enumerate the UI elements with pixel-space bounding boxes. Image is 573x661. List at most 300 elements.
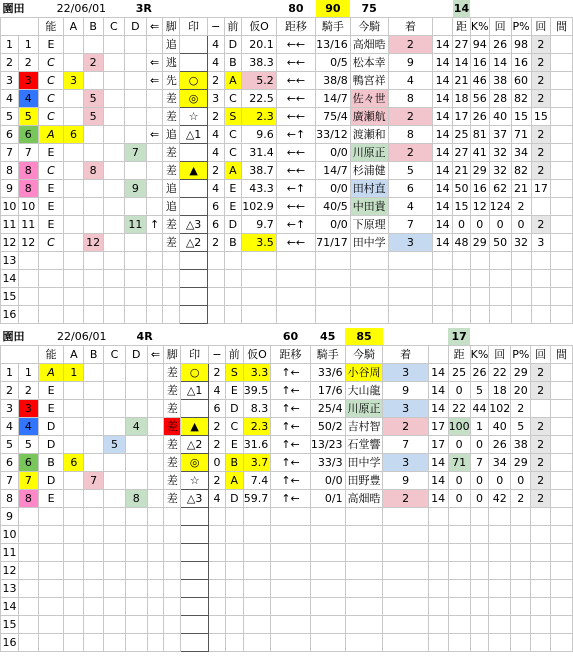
running-style: 差 [163,108,180,126]
empty-cell [531,270,551,288]
index-top-0: 80 [288,2,304,15]
finish: 6 [388,180,433,198]
prediction-mark: △2 [181,436,209,454]
empty-cell [345,616,383,634]
k-percent: 14 [453,54,471,72]
empty-cell [64,306,84,324]
empty-cell [489,306,511,324]
header-9: 前 [224,18,242,36]
empty-cell [207,252,224,270]
empty-cell [271,634,311,652]
tentative-odds: 8.3 [243,400,271,418]
empty-cell [38,252,63,270]
table-row[interactable] [1,234,573,252]
rank-b: 8 [83,162,103,180]
empty-cell [350,270,388,288]
empty-cell [428,562,448,580]
empty-row [1,616,573,634]
index-top-2: 85 [345,328,383,346]
rank-a [64,144,84,162]
empty-cell [243,616,271,634]
index-top-1: 45 [320,330,336,343]
jockey-record: 33/12 [316,126,351,144]
empty-cell [489,270,511,288]
empty-cell [448,562,470,580]
rank-c [104,454,126,472]
rank-c [103,72,125,90]
tentative-odds: 31.6 [243,436,271,454]
empty-cell [18,526,38,544]
empty-cell [243,580,271,598]
arrow-mark: ⇐ [146,126,163,144]
row-end [551,216,573,234]
table-row[interactable] [1,382,573,400]
empty-cell [64,562,84,580]
interval: 2 [531,472,551,490]
previous-rank: B [224,234,242,252]
empty-cell [345,634,383,652]
jockey-record: 0/5 [316,54,351,72]
horse-number: 2 [1,54,19,72]
race-number: 3R [135,2,152,15]
empty-cell [164,634,181,652]
empty-cell [125,526,147,544]
distance-move: ←↑ [276,180,315,198]
empty-row [1,270,573,288]
empty-cell [448,616,470,634]
horse-number: 1 [1,36,19,54]
empty-cell [428,544,448,562]
gate-number: 8 [18,162,38,180]
rank-b [84,490,104,508]
jockey-name: 吉村智 [345,418,383,436]
jockey-record: 0/0 [310,472,345,490]
k-percent: 0 [448,382,470,400]
empty-cell [104,598,126,616]
jockey-name: 川原正 [350,144,388,162]
distance: 14 [433,54,453,72]
empty-cell [489,580,511,598]
empty-cell [531,598,551,616]
empty-cell [511,544,531,562]
tentative-odds: 3.3 [243,364,271,382]
tentative-odds: 102.9 [242,198,277,216]
rank-c [104,418,126,436]
empty-cell [38,634,64,652]
empty-cell [470,544,489,562]
table-row[interactable] [1,216,573,234]
p-runs: 5 [511,418,531,436]
empty-cell [511,616,531,634]
running-style: 追 [163,180,180,198]
p-runs: 2 [511,490,531,508]
empty-cell [428,580,448,598]
empty-cell [511,306,531,324]
finish: 4 [388,72,433,90]
empty-cell [489,252,511,270]
k-runs: 7 [470,454,489,472]
jockey-record: 71/17 [316,234,351,252]
empty-cell [209,580,226,598]
prediction-mark: ☆ [181,472,209,490]
empty-cell [551,270,573,288]
empty-cell [511,562,531,580]
horse-number: 7 [1,472,19,490]
empty-cell [225,508,243,526]
finish: 7 [388,216,433,234]
ability-rank: E [38,490,64,508]
jockey-record: 13/16 [316,36,351,54]
ability-rank: C [38,90,63,108]
empty-cell [242,270,277,288]
interval: 3 [531,234,551,252]
empty-cell [18,598,38,616]
rank-a [64,234,84,252]
interval: 17 [531,180,551,198]
distance-move: ←↑ [276,126,315,144]
empty-cell [104,508,126,526]
table-row[interactable] [1,72,573,90]
table-row[interactable] [1,36,573,54]
jockey-name: 杉浦健 [350,162,388,180]
previous-rank: E [224,198,242,216]
empty-cell [64,252,84,270]
rank-a [64,418,84,436]
empty-cell [551,562,573,580]
empty-cell [164,544,181,562]
k-runs: 81 [470,126,489,144]
venue-label: 園田 [2,2,25,15]
horse-number: 1 [1,364,19,382]
empty-cell [383,598,428,616]
interval: 2 [531,54,551,72]
gate-number: 1 [18,364,38,382]
index-top-0: 60 [282,330,299,343]
empty-cell [271,508,311,526]
empty-cell [104,544,126,562]
rank-a: 6 [64,454,84,472]
empty-cell [164,580,181,598]
empty-cell [242,288,277,306]
horse-number: 16 [1,634,19,652]
rank-b [83,180,103,198]
empty-cell [207,270,224,288]
p-runs: 82 [511,90,531,108]
distance: 14 [433,126,453,144]
p-runs: 16 [511,54,531,72]
empty-cell [511,526,531,544]
table-row[interactable] [1,144,573,162]
ability-rank: E [38,180,63,198]
empty-cell [163,306,180,324]
header-blank [1,346,39,364]
header-14: 着 [388,18,433,36]
empty-cell [489,526,511,544]
jockey-name: 廣瀬航 [350,108,388,126]
arrow-mark [146,198,163,216]
empty-cell [125,288,147,306]
empty-cell [84,580,104,598]
header-11: 距移 [276,18,315,36]
k-percent: 0 [448,472,470,490]
empty-cell [316,306,351,324]
distance: 14 [433,180,453,198]
empty-cell [448,580,470,598]
tentative-odds: 22.5 [242,90,277,108]
empty-cell [531,306,551,324]
empty-cell [383,580,428,598]
k-runs: 26 [470,364,489,382]
header-11: 距移 [271,346,311,364]
gate-number: 11 [18,216,38,234]
rank-d [125,454,147,472]
gate-number: 7 [18,144,38,162]
empty-cell [147,508,164,526]
empty-cell [225,562,243,580]
header-18: P% [511,346,531,364]
arrow-mark [146,36,163,54]
ability-rank: D [38,472,64,490]
table-row[interactable] [1,108,573,126]
prediction-mark: △3 [181,490,209,508]
running-style: 差 [163,162,180,180]
table-row[interactable] [1,364,573,382]
jockey-record: 0/0 [316,180,351,198]
finish: 9 [383,382,428,400]
header-12: 騎手 [310,346,345,364]
header-5: ⇐ [147,346,164,364]
empty-cell [84,598,104,616]
table-row[interactable] [1,54,573,72]
horse-number: 6 [1,126,19,144]
ability-rank: E [38,36,63,54]
row-end [551,234,573,252]
empty-cell [433,270,453,288]
table-row[interactable] [1,126,573,144]
empty-cell [225,616,243,634]
k-runs: 1 [470,418,489,436]
empty-cell [18,270,38,288]
finish: 3 [388,234,433,252]
empty-cell [38,306,63,324]
table-row[interactable] [1,90,573,108]
empty-cell [271,526,311,544]
empty-cell [103,270,125,288]
rank-d [125,234,147,252]
k-runs: 12 [470,198,489,216]
empty-cell [433,306,453,324]
header-1: A [64,346,84,364]
jockey-record: 14/7 [316,90,351,108]
p-runs: 21 [511,180,531,198]
rank-a [64,198,84,216]
empty-cell [448,526,470,544]
race-table [0,328,573,652]
arrow-mark [147,472,164,490]
table-row[interactable] [1,198,573,216]
p-runs: 71 [511,126,531,144]
finish: 7 [383,436,428,454]
k-percent: 25 [448,364,470,382]
running-style: 逃 [163,54,180,72]
rank-a [64,216,84,234]
distance-top: 14 [453,0,471,18]
arrow-mark: ⇐ [146,72,163,90]
empty-cell [551,508,573,526]
p-runs: 20 [511,382,531,400]
k-runs: 26 [470,108,489,126]
empty-cell [551,580,573,598]
row-end [551,72,573,90]
empty-cell [181,616,209,634]
rank-d [125,36,147,54]
running-style: 追 [163,126,180,144]
empty-row [1,634,573,652]
empty-cell [531,252,551,270]
empty-cell [38,526,64,544]
running-style: 追 [163,198,180,216]
empty-cell [350,252,388,270]
table-row[interactable] [1,162,573,180]
p-runs: 0 [511,472,531,490]
rank-b: 12 [83,234,103,252]
empty-cell [125,580,147,598]
k-runs: 0 [470,490,489,508]
k-runs: 94 [470,36,489,54]
distance: 17 [428,436,448,454]
empty-cell [383,508,428,526]
interval: 2 [531,418,551,436]
table-row[interactable] [1,418,573,436]
empty-cell [345,526,383,544]
horse-number: 14 [1,598,19,616]
header-0: 能 [38,346,64,364]
rank-a [64,162,84,180]
empty-cell [271,562,311,580]
rank-a [64,400,84,418]
empty-cell [453,270,471,288]
empty-row [1,598,573,616]
row-end [551,436,573,454]
prediction-mark [180,144,208,162]
gate-number: 8 [18,180,38,198]
table-row[interactable] [1,490,573,508]
table-row[interactable] [1,436,573,454]
blank-col: 6 [207,216,224,234]
distance-move: ←← [276,54,315,72]
p-runs: 29 [511,364,531,382]
empty-cell [181,526,209,544]
running-style: 差 [163,216,180,234]
empty-cell [64,508,84,526]
table-row[interactable] [1,472,573,490]
empty-cell [181,580,209,598]
empty-cell [470,252,489,270]
jockey-record: 17/6 [310,382,345,400]
empty-cell [511,634,531,652]
rank-c [103,180,125,198]
empty-cell [243,634,271,652]
p-percent: 38 [489,72,511,90]
blank-col: 3 [207,90,224,108]
gate-number: 5 [18,436,38,454]
empty-cell [271,544,311,562]
arrow-mark [147,454,164,472]
distance-move: ↑← [271,490,311,508]
distance: 14 [433,144,453,162]
empty-cell [433,252,453,270]
rank-d [125,72,147,90]
rank-c [103,108,125,126]
prediction-mark: △1 [180,126,208,144]
ability-rank: D [38,436,64,454]
p-runs: 38 [511,436,531,454]
finish: 2 [383,418,428,436]
empty-cell [428,508,448,526]
distance-move: ←← [276,90,315,108]
rank-a: 1 [64,364,84,382]
distance-move: ←← [276,144,315,162]
rank-a [64,382,84,400]
ability-rank: C [38,162,63,180]
horse-number: 3 [1,72,19,90]
p-percent: 62 [489,180,511,198]
rank-b [83,198,103,216]
empty-cell [551,526,573,544]
arrow-mark [147,490,164,508]
arrow-mark [146,234,163,252]
empty-cell [209,508,226,526]
row-end [551,36,573,54]
table-row[interactable] [1,180,573,198]
interval [531,400,551,418]
rank-c [103,36,125,54]
empty-cell [242,306,277,324]
rank-d [125,198,147,216]
table-row[interactable] [1,400,573,418]
rank-d [125,90,147,108]
distance: 14 [433,90,453,108]
row-end [551,490,573,508]
p-runs: 2 [511,400,531,418]
table-row[interactable] [1,454,573,472]
empty-cell [453,252,471,270]
empty-cell [350,306,388,324]
horse-number: 8 [1,162,19,180]
empty-cell [18,252,38,270]
distance-move: ←← [276,234,315,252]
empty-cell [224,306,242,324]
tentative-odds: 5.2 [242,72,277,90]
empty-cell [433,288,453,306]
rank-b [84,436,104,454]
rank-d [125,472,147,490]
p-percent: 34 [489,454,511,472]
empty-cell [551,616,573,634]
arrow-mark [146,162,163,180]
empty-cell [276,270,315,288]
empty-cell [209,598,226,616]
arrow-mark [146,108,163,126]
empty-cell [345,508,383,526]
empty-cell [383,562,428,580]
p-percent: 37 [489,126,511,144]
spacer [163,0,276,18]
rank-c [103,126,125,144]
horse-number: 5 [1,436,19,454]
empty-cell [18,288,38,306]
horse-number: 12 [1,234,19,252]
